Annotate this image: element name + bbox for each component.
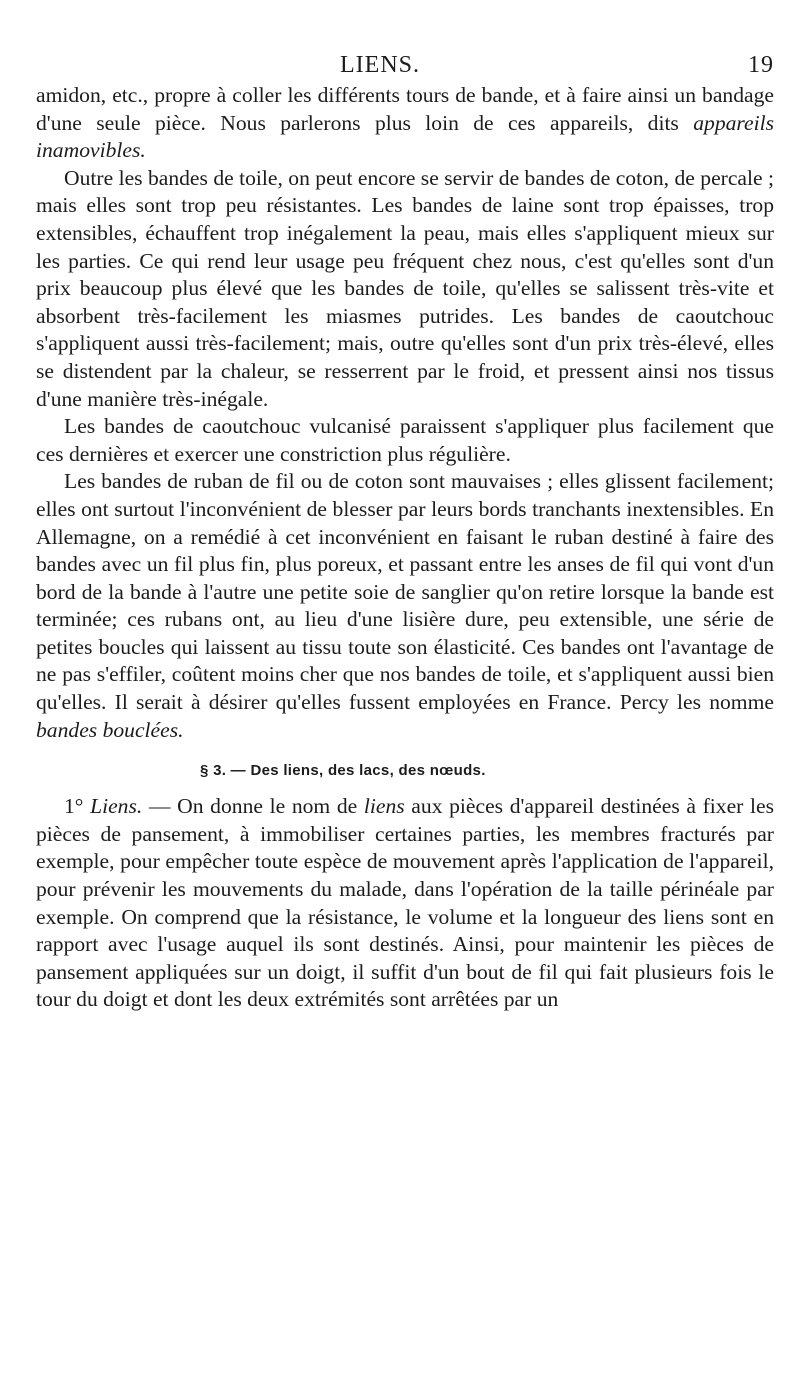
paragraph-ribbon-bandages bbox=[36, 468, 774, 744]
book-page bbox=[36, 52, 774, 1014]
italic-term: liens bbox=[363, 794, 405, 819]
paragraph-vulcanized: Les bandes de caoutchouc vulcanisé paraissent s'appliquer plus facilement que ces dernières et exercer une constriction plus régulière. bbox=[36, 414, 774, 466]
paragraph-text: Les bandes de ruban de fil ou de coton sont mauvaises ; elles glissent facilement; elles ont surtout l'inconvénient de blesser par leurs bords tranchants inextensibles. En Allemagne, on a remédié à cet inconvénient en faisant le ruban destiné à faire des bandes avec un fil plus fin, plus poreux, et passant entre les anses de fil qui vont d'un bord de la bande à l'autre une petite soie de sanglier qu'on retire lorsque la bande est terminée; ces rubans ont, au lieu d'une lisière dure, peu extensible, une série de petites boucles qui laissent au tissu toute son élasticité. Ces bandes ont l'avantage de ne pas s'effiler, coûtent moins cher que nos bandes de toile, et s'appliquent aussi bien qu'elles. Il serait à désirer qu'elles fussent employées en France. Percy les nomme bbox=[36, 469, 774, 715]
paragraph-text: amidon, etc., propre à coller les différents tours de bande, et à faire ainsi un bandage d'une seule pièce. Nous parlerons plus loin de ces appareils, dits bbox=[36, 83, 774, 135]
paragraph-continued bbox=[36, 82, 774, 165]
italic-term: bandes bouclées. bbox=[36, 717, 184, 742]
running-head bbox=[36, 52, 774, 82]
paragraph-text: aux pièces d'appareil destinées à fixer les pièces de pansement, à immobiliser certaines parties, les membres fracturés par exemple, pour empêcher toute espèce de mouvement après l'application de l'appareil, pour prévenir les mouvements du malade, dans l'opération de la taille périnéale par exemple. On comprend que la résistance, le volume et la longueur des liens sont en rapport avec l'usage auquel ils sont destinés. Ainsi, pour maintenir les pièces de pansement appliquées sur un doigt, il suffit d'un bout de fil qui fait plusieurs fois le tour du doigt et dont les deux extrémités sont arrêtées par un bbox=[36, 794, 774, 1012]
item-number: 1° bbox=[64, 794, 84, 819]
running-title: LIENS. bbox=[340, 52, 420, 78]
paragraph-text: — On donne le nom de bbox=[142, 794, 364, 819]
paragraph-other-bandages: Outre les bandes de toile, on peut encore se servir de bandes de coton, de percale ; mais elles sont trop peu résistantes. Les bandes de laine sont trop épaisses, trop extensibles, échauffent trop inégalement la peau, mais elles s'appliquent mieux sur les parties. Ce qui rend leur usage peu fréquent chez nous, c'est qu'elles sont d'un prix beaucoup plus élevé que les bandes de toile, qu'elles se salissent très-vite et absorbent très-facilement les miasmes putrides. Les bandes de caoutchouc s'appliquent aussi très-facilement; mais, outre qu'elles sont d'un prix très-élevé, elles se distendent par la chaleur, se resserrent par le froid, et pressent ainsi nos tissus d'une manière très-inégale. bbox=[36, 165, 774, 411]
section-heading: § 3. — Des liens, des lacs, des nœuds. bbox=[200, 762, 486, 780]
italic-term: Liens. bbox=[90, 794, 143, 819]
page-number: 19 bbox=[748, 52, 774, 78]
paragraph-liens bbox=[36, 793, 774, 1014]
italic-term: appareils inamovibles. bbox=[36, 110, 774, 163]
